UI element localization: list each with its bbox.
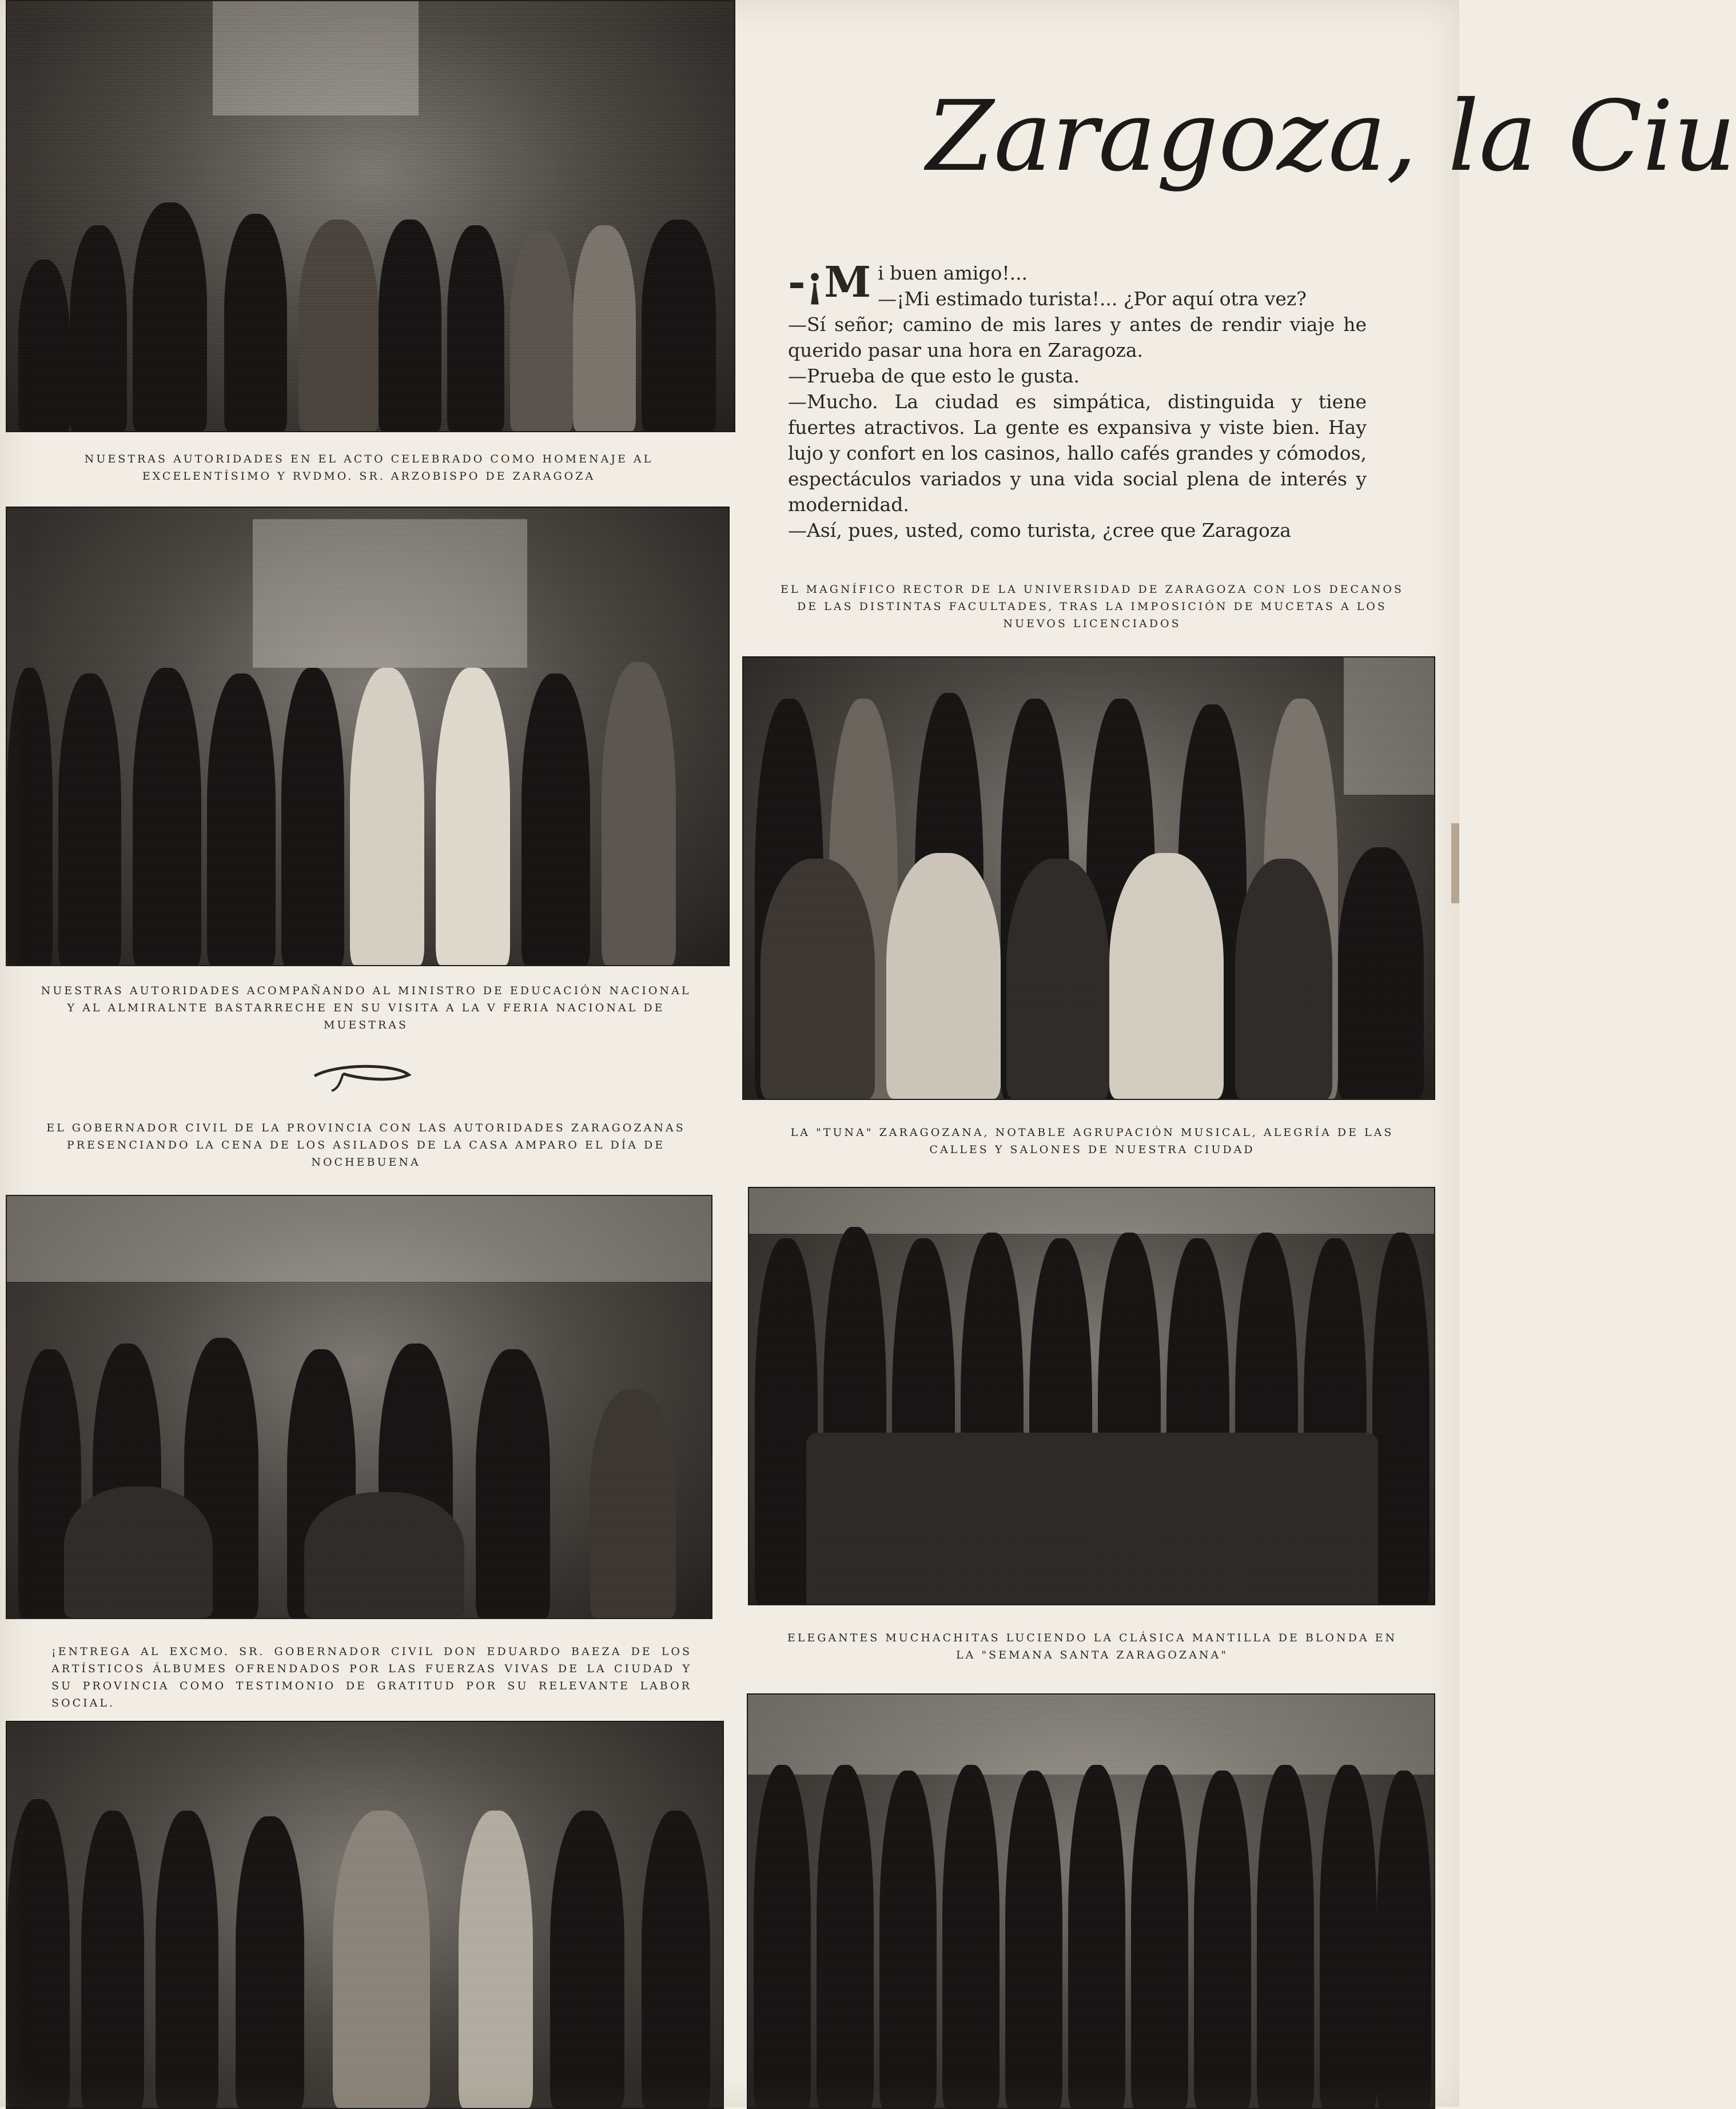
article-paragraph: —Mucho. La ciudad es simpática, distinguida y tiene fuertes atractivos. La gente es expansiva y viste bien. Hay lujo y confort en los casinos, hallo cafés grandes y cómodos, espectáculos variados y una vida social plena de interés y modernidad. xyxy=(788,390,1367,516)
article-first-line: -¡M i buen amigo!... xyxy=(788,258,1028,307)
article-paragraph: —¡Mi estimado turista!... ¿Por aquí otra vez? xyxy=(878,288,1307,310)
caption-casa-amparo: EL GOBERNADOR CIVIL DE LA PROVINCIA CON LAS AUTORIDADES ZARAGOZANAS PRESENCIANDO LA CENA DE LOS ASILADOS DE LA CASA AMPARO EL DÍA DE NOCHEBUENA xyxy=(46,1122,686,1169)
photo-mantilla-girls xyxy=(747,1693,1435,2109)
article-paragraph: —Prueba de que esto le gusta. xyxy=(788,365,1080,387)
photo-ministry-visit xyxy=(6,507,730,966)
caption-ministry-visit: NUESTRAS AUTORIDADES ACOMPAÑANDO AL MINISTRO DE EDUCACIÓN NACIONAL Y AL ALMIRALNTE BASTARRECHE EN SU VISITA A LA V FERIA NACIONAL DE MUESTRAS xyxy=(41,984,691,1031)
article-paragraph: —Así, pues, usted, como turista, ¿cree que Zaragoza xyxy=(788,519,1291,541)
caption-archbishop-homage: NUESTRAS AUTORIDADES EN EL ACTO CELEBRADO COMO HOMENAJE AL EXCELENTÍSIMO Y RVDMO. SR. ARZOBISPO DE ZARAGOZA xyxy=(84,453,654,483)
photo-university-deans xyxy=(742,656,1435,1100)
caption-tuna: LA "TUNA" ZARAGOZANA, NOTABLE AGRUPACIÓN MUSICAL, ALEGRÍA DE LAS CALLES Y SALONES DE NUESTRA CIUDAD xyxy=(790,1126,1394,1156)
ornament-flourish xyxy=(309,1058,417,1092)
photo-casa-amparo-dinner xyxy=(6,1195,712,1619)
photo-tuna-group xyxy=(748,1187,1435,1605)
article-body xyxy=(788,260,1367,543)
page-stain xyxy=(1451,823,1459,903)
article-paragraph: —Sí señor; camino de mis lares y antes de rendir viaje he querido pasar una hora en Zaragoza. xyxy=(788,313,1367,361)
page-title: Zaragoza, la Ciu xyxy=(926,80,1736,193)
photo-album-delivery xyxy=(6,1721,724,2109)
caption-university-rector: EL MAGNÍFICO RECTOR DE LA UNIVERSIDAD DE ZARAGOZA CON LOS DECANOS DE LAS DISTINTAS FACULTADES, TRAS LA IMPOSICIÓN DE MUCETAS A LOS NUEVOS LICENCIADOS xyxy=(781,583,1404,630)
caption-album-delivery: ¡ENTREGA AL EXCMO. SR. GOBERNADOR CIVIL DON EDUARDO BAEZA DE LOS ARTÍSTICOS ÁLBUMES OFRENDADOS POR LAS FUERZAS VIVAS DE LA CIUDAD Y SU PROVINCIA COMO TESTIMONIO DE GRATITUD POR SU RELEVANTE LABOR SOCIAL. xyxy=(51,1645,692,1709)
photo-archbishop-homage xyxy=(6,0,735,432)
caption-mantilla: ELEGANTES MUCHACHITAS LUCIENDO LA CLÁSICA MANTILLA DE BLONDA EN LA "SEMANA SANTA ZARAGOZANA" xyxy=(787,1632,1397,1661)
dropcap: -¡M xyxy=(788,258,871,307)
